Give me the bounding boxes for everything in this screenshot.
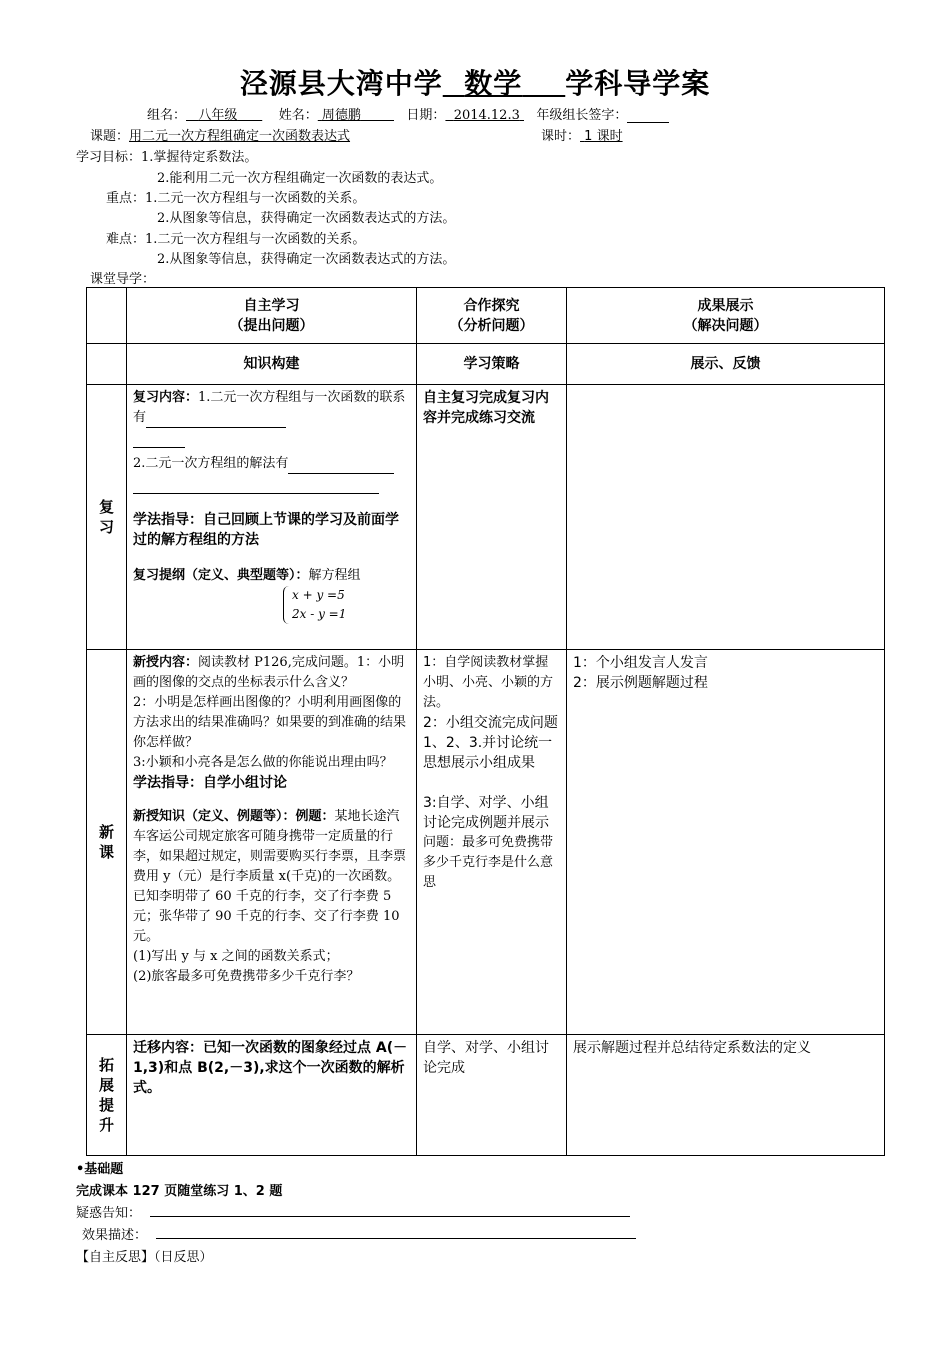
subject-name: 数学 (464, 67, 523, 100)
col-cooperate: 合作探究 （分析问题） (417, 288, 567, 344)
new-strategy: 1：自学阅读教材掌握小明、小亮、小颖的方法。 2：小组交流完成问题 1、2、3.并讨论统一思想展示小组成果 3:自学、对学、小组讨论完成例题并展示 问题：最多可免费携带多少千克行李是什么意思 (417, 650, 567, 1035)
corner-cell-2 (87, 344, 127, 385)
goal-label: 学习目标： (76, 150, 142, 165)
doubt-label: 疑惑告知： (76, 1206, 142, 1221)
review-row (87, 385, 885, 650)
topic-value: 用二元一次方程组确定一次函数表达式 (129, 129, 351, 144)
extend-feedback: 展示解题过程并总结待定系数法的定义 (567, 1035, 885, 1156)
effect-blank[interactable] (156, 1238, 636, 1239)
blank-3[interactable] (288, 459, 394, 474)
name-value: 周德鹏 (321, 108, 361, 123)
extend-strategy: 自学、对学、小组讨论完成 (417, 1035, 567, 1156)
sign-label: 年级组长签字： (536, 108, 628, 123)
group-label: 组名： (147, 108, 187, 123)
date-value: 2014.12.3 (453, 108, 520, 123)
strategy-header: 学习策略 (417, 344, 567, 385)
basic-text: 完成课本 127 页随堂练习 1、2 题 (76, 1184, 283, 1199)
blank-4[interactable] (133, 479, 379, 494)
school-name: 泾源县大湾中学 (239, 67, 443, 100)
knowledge-header: 知识构建 (127, 344, 417, 385)
key-label: 重点： (106, 191, 146, 206)
key-2: 2.从图象等信息，获得确定一次函数表达式的方法。 (157, 211, 456, 226)
review-content: 复习内容：1.二元一次方程组与一次函数的联系有 2.二元一次方程组的解法有 学法指导：自己回顾上节课的学习及前面学过的解方程组的方法 复习提纲（定义、典型题等）：解方程组 x + y =5 2x - y =1 (127, 385, 417, 650)
info-row (147, 104, 669, 123)
diff-2: 2.从图象等信息，获得确定一次函数表达式的方法。 (157, 252, 456, 267)
blank-2[interactable] (133, 433, 185, 448)
effect-label: 效果描述： (82, 1228, 148, 1243)
diff-1: 1.二元一次方程组与一次函数的关系。 (145, 232, 366, 247)
doubt-blank[interactable] (150, 1216, 630, 1217)
page-title (0, 62, 950, 102)
subheader-row (87, 344, 885, 385)
diff-row-1 (106, 228, 365, 247)
col-results: 成果展示 （解决问题） (567, 288, 885, 344)
basic-label: •基础题 (76, 1162, 124, 1177)
title-suffix: 学科导学案 (565, 67, 711, 100)
blank-1[interactable] (146, 413, 286, 428)
header-row (87, 288, 885, 344)
equation-system: x + y =5 2x - y =1 (283, 586, 362, 624)
key-1: 1.二元一次方程组与一次函数的关系。 (145, 191, 366, 206)
review-strategy: 自主复习完成复习内容并完成练习交流 (417, 385, 567, 650)
sign-blank[interactable] (627, 108, 669, 123)
extend-side-label: 拓 展 提 升 (87, 1035, 127, 1156)
name-label: 姓名： (278, 108, 318, 123)
reflect-row (76, 1246, 213, 1265)
corner-cell (87, 288, 127, 344)
new-method: 学法指导：自学小组讨论 (133, 775, 287, 791)
goal-1: 1.掌握待定系数法。 (141, 150, 258, 165)
extend-content: 迁移内容：已知一次函数的图象经过点 A(－1,3)和点 B(2,－3),求这个一次函数的解析式。 (127, 1035, 417, 1156)
new-lesson-row (87, 650, 885, 1035)
reflect-sub: （日反思） (154, 1250, 213, 1265)
review-method: 学法指导：自己回顾上节课的学习及前面学过的解方程组的方法 (133, 512, 399, 548)
goal-2: 2.能利用二元一次方程组确定一次函数的表达式。 (157, 171, 443, 186)
review-side-label: 复 习 (87, 385, 127, 650)
lesson-table (86, 287, 885, 1156)
col-self-study: 自主学习 （提出问题） (127, 288, 417, 344)
new-content: 新授内容：阅读教材 P126,完成问题。1：小明画的图像的交点的坐标表示什么含义？ 2：小明是怎样画出图像的？小明利用画图像的方法求出的结果准确吗？如果要的到准确的结果你怎样做？ 3:小颖和小亮各是怎么做的你能说出理由吗？ 学法指导：自学小组讨论 新授知识（定义、例题等）：例题：某地长途汽车客运公司规定旅客可随身携带一定质量的行李，如果超过规定，则需要购买行李票，且李票费用 y（元）是行李质量 x(千克)的一次函数。已知李明带了 60 千克的行李，交了行李费 5 元；张华带了 90 千克的行李、交了行李费 10 元。 (1)写出 y 与 x 之间的函数关系式； (2)旅客最多可免费携带多少千克行李？ (127, 650, 417, 1035)
date-label: 日期： (406, 108, 446, 123)
key-row-1 (106, 187, 365, 206)
extend-row (87, 1035, 885, 1156)
topic-label: 课题： (90, 129, 130, 144)
new-feedback: 1：个小组发言人发言 2：展示例题解题过程 (567, 650, 885, 1035)
period-value: 1 课时 (584, 129, 623, 144)
period-label: 课时： (541, 129, 581, 144)
topic-row (90, 125, 828, 144)
objective-row-1 (76, 146, 257, 165)
group-value: 八年级 (198, 108, 238, 123)
feedback-header: 展示、反馈 (567, 344, 885, 385)
review-feedback (567, 385, 885, 650)
reflect-label: 【自主反思】 (76, 1250, 155, 1265)
diff-label: 难点： (106, 232, 146, 247)
new-side-label: 新 课 (87, 650, 127, 1035)
guide-label: 课堂导学： (90, 272, 156, 287)
